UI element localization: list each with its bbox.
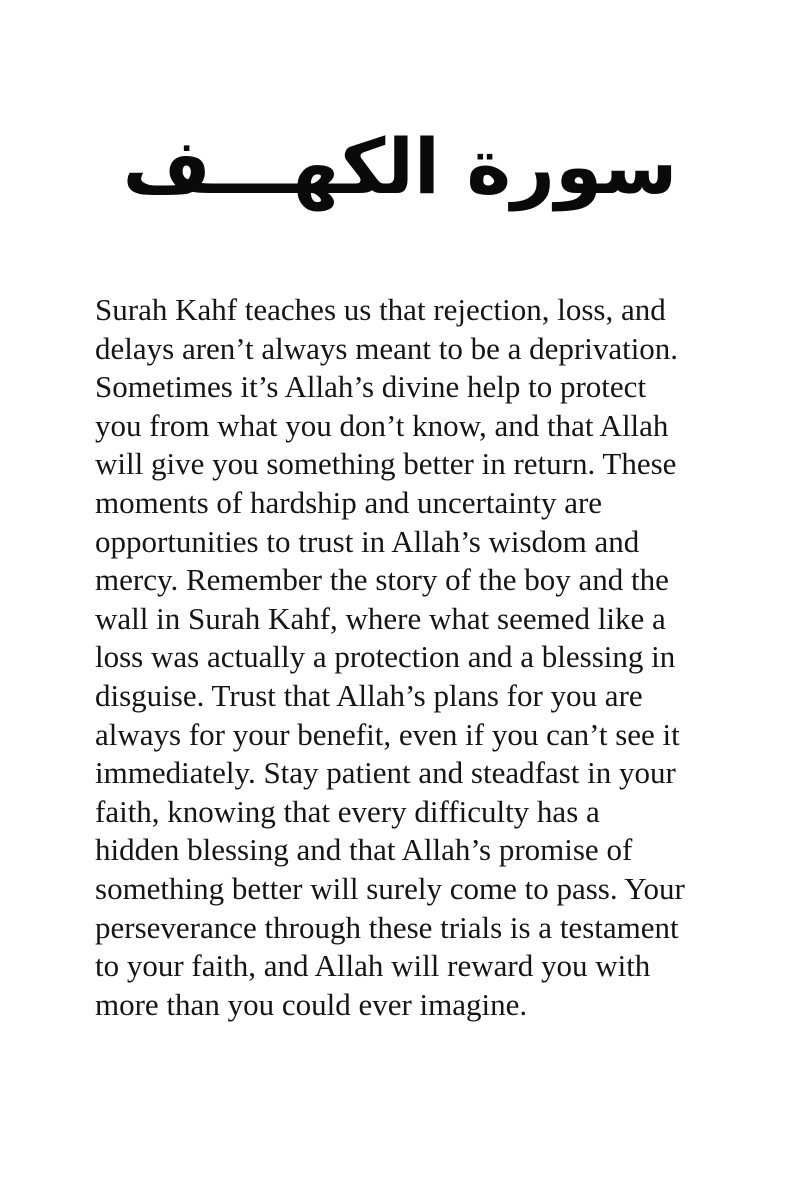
body-line: wall in Surah Kahf, where what seemed like a: [95, 600, 666, 636]
body-line: moments of hardship and uncertainty are: [95, 484, 603, 520]
surah-title-arabic: سورة الكهـــف: [122, 122, 678, 211]
body-line: loss was actually a protection and a blessing in: [95, 639, 676, 675]
body-line: always for your benefit, even if you can’t see it: [95, 716, 680, 752]
body-line: something better will surely come to pass. Your: [95, 870, 685, 906]
body-paragraph: [95, 291, 735, 1024]
body-line: to your faith, and Allah will reward you with: [95, 948, 651, 984]
body-line: you from what you don’t know, and that Allah: [95, 407, 669, 443]
body-line: Sometimes it’s Allah’s divine help to protect: [95, 369, 647, 405]
body-line: mercy. Remember the story of the boy and the: [95, 562, 669, 598]
body-line: immediately. Stay patient and steadfast in your: [95, 755, 676, 791]
body-line: faith, knowing that every difficulty has a: [95, 793, 600, 829]
body-line: Surah Kahf teaches us that rejection, loss, and: [95, 292, 666, 327]
body-line: perseverance through these trials is a testament: [95, 909, 679, 945]
body-line: hidden blessing and that Allah’s promise of: [95, 832, 633, 868]
body-line: disguise. Trust that Allah’s plans for you are: [95, 677, 643, 713]
body-line: delays aren’t always meant to be a deprivation.: [95, 330, 679, 366]
body-line: more than you could ever imagine.: [95, 986, 528, 1022]
body-line: will give you something better in return. These: [95, 446, 677, 482]
body-line: opportunities to trust in Allah’s wisdom and: [95, 523, 640, 559]
